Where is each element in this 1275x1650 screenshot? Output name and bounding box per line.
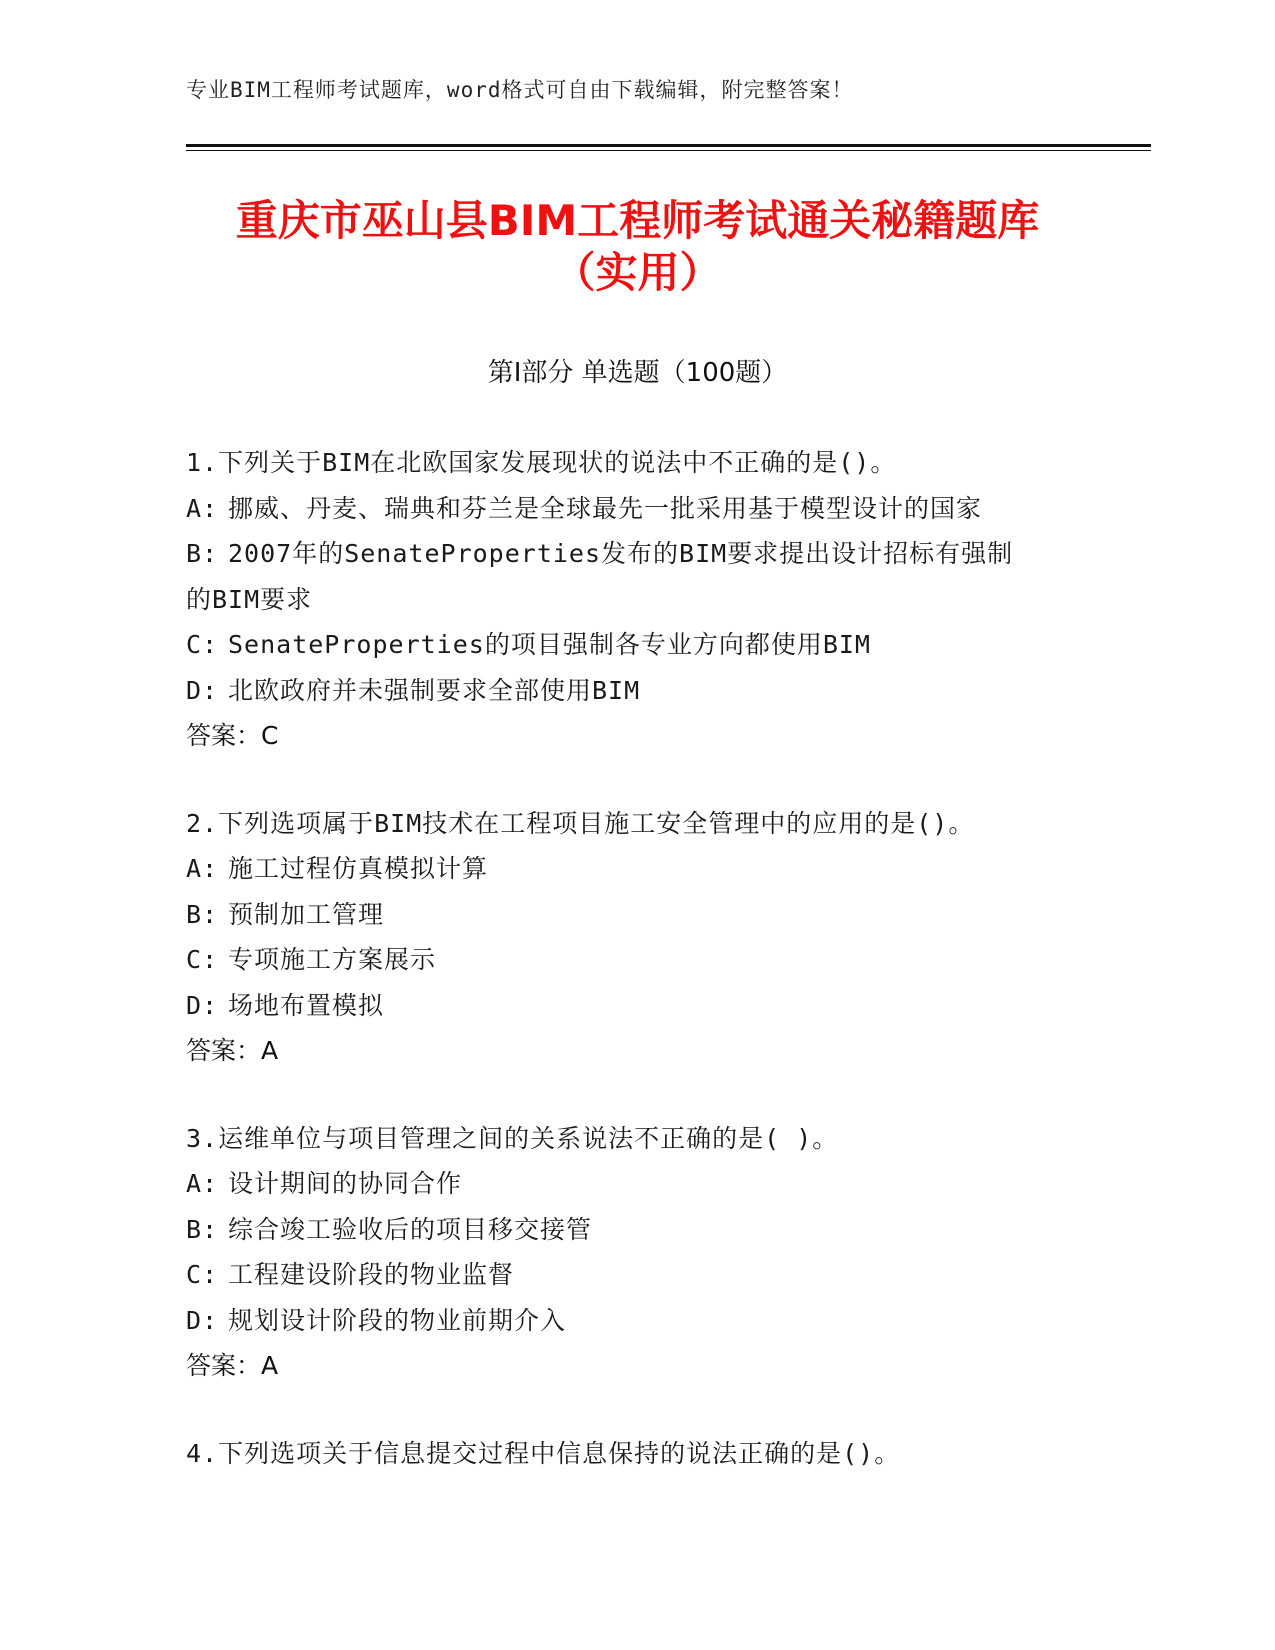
question-stem: 1.下列关于BIM在北欧国家发展现状的说法中不正确的是()。 xyxy=(186,448,897,477)
answer: 答案：A xyxy=(186,1351,279,1380)
question-list xyxy=(186,440,1086,1518)
option-label: B: xyxy=(186,899,219,929)
option-text: 施工过程仿真模拟计算 xyxy=(228,854,489,883)
option-d xyxy=(186,1298,1086,1344)
question-3 xyxy=(186,1116,1086,1389)
option-label: A: xyxy=(186,493,219,523)
option-b xyxy=(186,531,1086,577)
option-d xyxy=(186,983,1086,1029)
option-text: 专项施工方案展示 xyxy=(228,945,437,974)
option-label: C: xyxy=(186,630,219,659)
option-text: 北欧政府并未强制要求全部使用BIM xyxy=(228,675,641,705)
question-stem: 4.下列选项关于信息提交过程中信息保持的说法正确的是()。 xyxy=(186,1438,901,1468)
option-label: D: xyxy=(186,675,219,705)
option-text: 的BIM要求 xyxy=(186,584,313,614)
option-label: D: xyxy=(186,1305,219,1335)
option-c xyxy=(186,937,1086,983)
header-note: 专业BIM工程师考试题库，word格式可自由下载编辑，附完整答案！ xyxy=(186,78,854,102)
question-stem: 2.下列选项属于BIM技术在工程项目施工安全管理中的应用的是()。 xyxy=(186,808,975,838)
option-text: 场地布置模拟 xyxy=(228,990,385,1020)
option-d xyxy=(186,668,1086,714)
option-c xyxy=(186,1252,1086,1298)
option-label: C: xyxy=(186,1260,219,1289)
document-title xyxy=(150,195,1125,299)
question-4 xyxy=(186,1431,1086,1477)
option-label: C: xyxy=(186,945,219,974)
option-text: SenateProperties的项目强制各专业方向都使用BIM xyxy=(228,630,871,659)
option-label: B: xyxy=(186,1214,219,1244)
option-c xyxy=(186,622,1086,668)
option-label: A: xyxy=(186,854,219,883)
option-label: D: xyxy=(186,990,219,1020)
option-text: 预制加工管理 xyxy=(228,899,385,929)
option-b xyxy=(186,892,1086,938)
option-label: B: xyxy=(186,539,219,568)
option-label: A: xyxy=(186,1169,219,1198)
document-title-line1: 重庆市巫山县BIM工程师考试通关秘籍题库 xyxy=(235,196,1040,245)
option-text: 设计期间的协同合作 xyxy=(228,1169,463,1198)
section-title: 第I部分 单选题（100题） xyxy=(487,358,788,388)
option-b xyxy=(186,1207,1086,1253)
header-rule-thin xyxy=(186,150,1151,151)
question-2 xyxy=(186,801,1086,1074)
option-text: 2007年的SenateProperties发布的BIM要求提出设计招标有强制 xyxy=(228,539,1014,568)
answer: 答案：C xyxy=(186,721,279,750)
option-a xyxy=(186,846,1086,892)
document-title-line2: （实用） xyxy=(553,248,722,297)
option-b-continued xyxy=(186,577,1086,623)
option-a xyxy=(186,486,1086,532)
option-text: 综合竣工验收后的项目移交接管 xyxy=(228,1214,593,1244)
option-a xyxy=(186,1161,1086,1207)
question-stem: 3.运维单位与项目管理之间的关系说法不正确的是( )。 xyxy=(186,1123,839,1153)
answer: 答案：A xyxy=(186,1036,279,1065)
option-text: 挪威、丹麦、瑞典和芬兰是全球最先一批采用基于模型设计的国家 xyxy=(228,493,983,523)
option-text: 工程建设阶段的物业监督 xyxy=(228,1260,515,1289)
question-1 xyxy=(186,440,1086,759)
option-text: 规划设计阶段的物业前期介入 xyxy=(228,1305,567,1335)
header-rule-thick xyxy=(186,144,1151,147)
